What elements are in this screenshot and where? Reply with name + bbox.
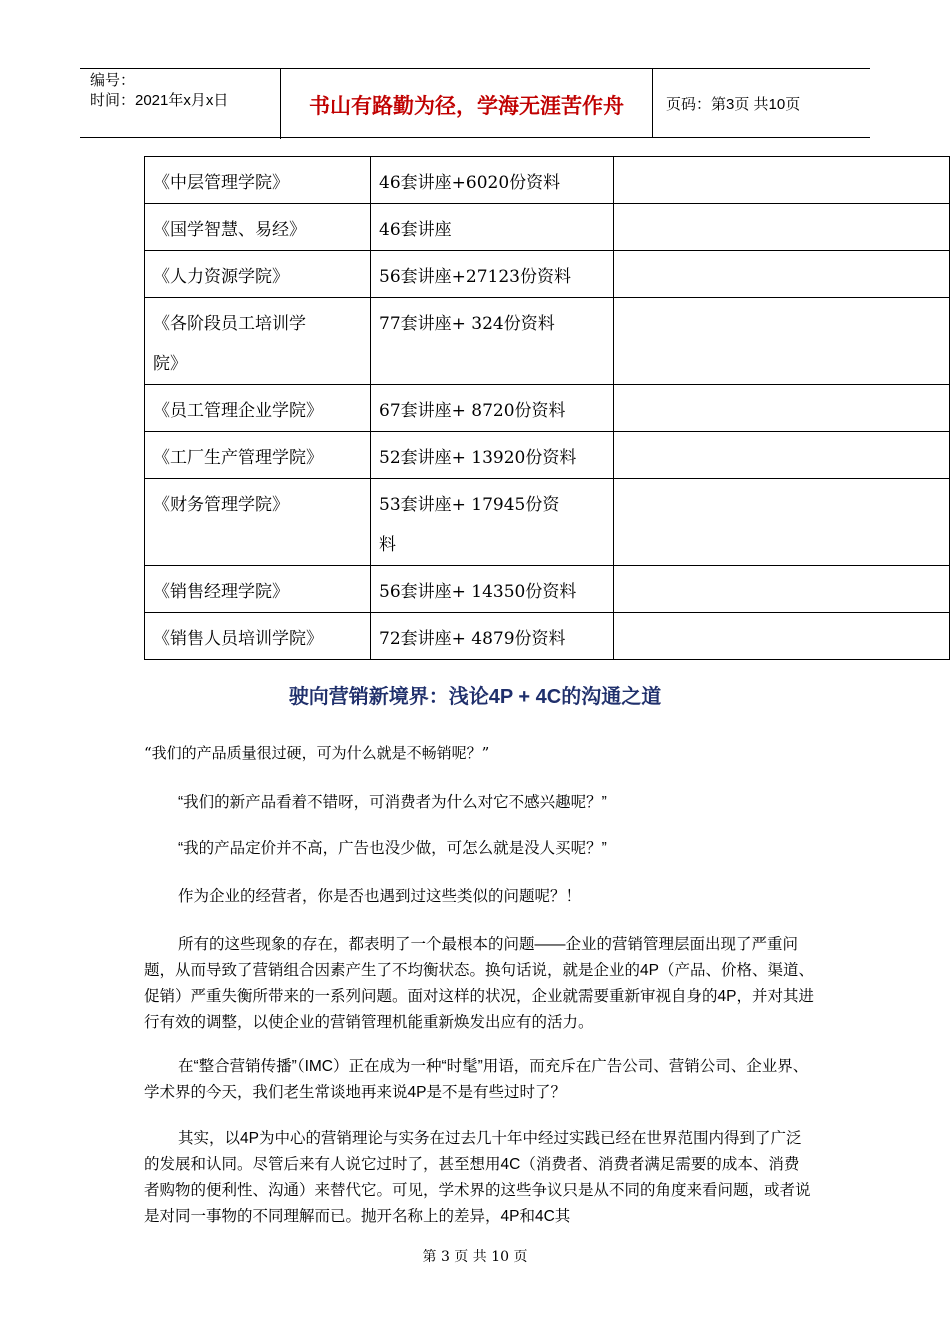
- table-cell-note: [614, 613, 950, 660]
- paragraph-text: 在“整合营销传播”（IMC）正在成为一种“时髦”用语，而充斥在广告公司、营销公司、企业界、学术界的今天，我们老生常谈地再来说4P是不是有些过时了？: [144, 1058, 809, 1101]
- doc-time-label: 时间：2021年x月x日: [90, 92, 229, 109]
- table-cell-note: [614, 204, 950, 251]
- table-cell-name: 《工厂生产管理学院》: [145, 432, 371, 479]
- header-meta: [80, 69, 281, 139]
- table-cell-note: [614, 385, 950, 432]
- table-cell-content: 56套讲座+27123份资料: [371, 251, 614, 298]
- table-cell-content: 56套讲座+ 14350份资料: [371, 566, 614, 613]
- table-cell-note: [614, 566, 950, 613]
- table-cell-content: 67套讲座+ 8720份资料: [371, 385, 614, 432]
- article-paragraph: [144, 790, 814, 816]
- table-cell-name: 《人力资源学院》: [145, 251, 371, 298]
- table-cell-note: [614, 432, 950, 479]
- table-cell-name: 《销售人员培训学院》: [145, 613, 371, 660]
- paragraph-text: 所有的这些现象的存在，都表明了一个最根本的问题——企业的营销管理层面出现了严重问题，从而导致了营销组合因素产生了不均衡状态。换句话说，就是企业的4P（产品、价格、渠道、促销）严重失衡所带来的一系列问题。面对这样的状况，企业就需要重新审视自身的4P，并对其进行有效的调整，以使企业的营销管理机能重新焕发出应有的活力。: [144, 936, 814, 1031]
- table-cell-content: 77套讲座+ 324份资料: [371, 298, 614, 385]
- table-row: [145, 157, 950, 204]
- article-title: 驶向营销新境界：浅论4P + 4C的沟通之道: [288, 686, 662, 708]
- header-motto: 书山有路勤为径，学海无涯苦作舟: [281, 69, 653, 137]
- table-row: [145, 385, 950, 432]
- table-cell-content: 46套讲座+6020份资料: [371, 157, 614, 204]
- article-paragraph: [144, 884, 814, 910]
- paragraph-text: “我们的产品质量很过硬，可为什么就是不畅销呢？”: [144, 744, 490, 762]
- table-row: [145, 251, 950, 298]
- table-cell-name: 《员工管理企业学院》: [145, 385, 371, 432]
- table-cell-content: 52套讲座+ 13920份资料: [371, 432, 614, 479]
- course-table: [144, 156, 950, 660]
- table-row: [145, 204, 950, 251]
- paragraph-text: “我们的新产品看着不错呀，可消费者为什么对它不感兴趣呢？”: [178, 794, 607, 811]
- table-cell-name: 《中层管理学院》: [145, 157, 371, 204]
- paragraph-text: 作为企业的经营者，你是否也遇到过这些类似的问题呢？！: [178, 888, 582, 905]
- table-cell-name: 《财务管理学院》: [145, 479, 371, 566]
- doc-number-label: 编号：: [90, 72, 136, 89]
- table-row: [145, 298, 950, 385]
- article-paragraph: [144, 1054, 814, 1106]
- article-paragraph: [144, 740, 814, 766]
- page-header: [80, 68, 870, 138]
- table-cell-note: [614, 479, 950, 566]
- article-paragraph: [144, 932, 814, 1036]
- table-cell-content: 72套讲座+ 4879份资料: [371, 613, 614, 660]
- paragraph-text: 其实，以4P为中心的营销理论与实务在过去几十年中经过实践已经在世界范围内得到了广泛的发展和认同。尽管后来有人说它过时了，甚至想用4C（消费者、消费者满足需要的成本、消费者购物的便利性、沟通）来替代它。可见，学术界的这些争议只是从不同的角度来看问题，或者说是对同一事物的不同理解而已。抛开名称上的差异，4P和4C其: [144, 1130, 811, 1225]
- table-cell-content: 46套讲座: [371, 204, 614, 251]
- table-row: [145, 432, 950, 479]
- article-paragraph: [144, 1126, 814, 1230]
- header-page-info: 页码：第3页 共10页: [666, 95, 801, 113]
- table-row: [145, 566, 950, 613]
- table-row: [145, 479, 950, 566]
- table-cell-name: 《各阶段员工培训学院》: [145, 298, 371, 385]
- table-cell-name: 《国学智慧、易经》: [145, 204, 371, 251]
- table-cell-note: [614, 298, 950, 385]
- table-cell-content: 53套讲座+ 17945份资料: [371, 479, 614, 566]
- paragraph-text: “我的产品定价并不高，广告也没少做，可怎么就是没人买呢？”: [178, 840, 607, 857]
- article-paragraph: [144, 836, 814, 862]
- page-footer: 第 3 页 共 10 页: [422, 1249, 528, 1265]
- table-cell-name: 《销售经理学院》: [145, 566, 371, 613]
- table-cell-note: [614, 157, 950, 204]
- table-row: [145, 613, 950, 660]
- table-cell-note: [614, 251, 950, 298]
